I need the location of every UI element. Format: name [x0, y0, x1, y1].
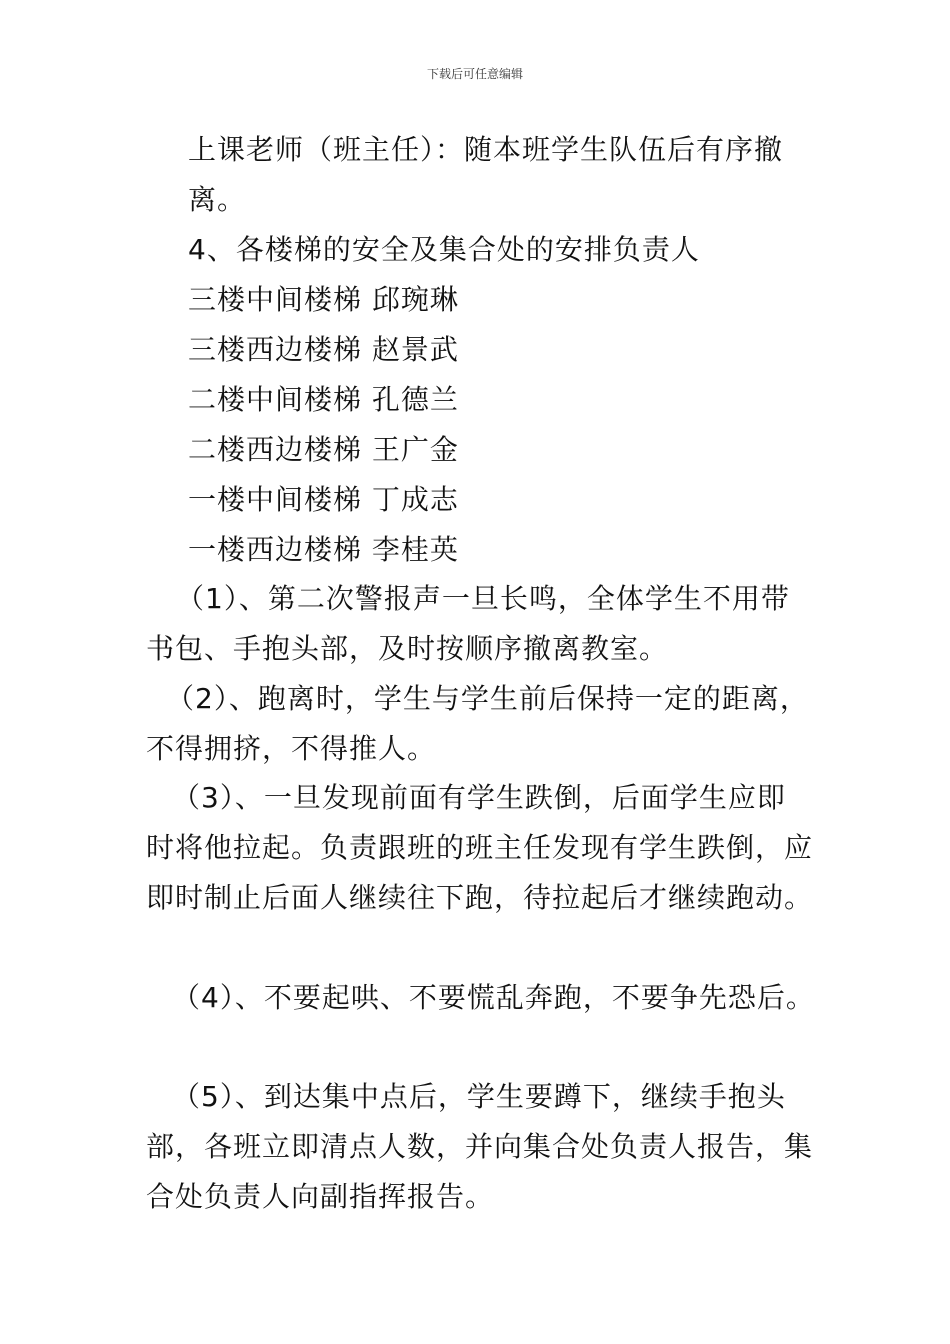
- rule-item-1-cont: 书包、手抱头部，及时按顺序撤离教室。: [146, 632, 669, 665]
- stair-assignment: 一楼西边楼梯 李桂英: [188, 533, 459, 566]
- rule-item-1: （1）、第二次警报声一旦长鸣，全体学生不用带: [176, 582, 790, 615]
- paragraph-line: 离。: [188, 183, 247, 216]
- rule-item-2: （2）、跑离时，学生与学生前后保持一定的距离，: [166, 682, 809, 715]
- stair-assignment: 三楼中间楼梯 邱琬琳: [188, 283, 459, 316]
- rule-item-3-cont: 时将他拉起。负责跟班的班主任发现有学生跌倒，应: [146, 831, 814, 864]
- rule-item-5-cont: 合处负责人向副指挥报告。: [146, 1180, 495, 1213]
- rule-item-5-cont: 部，各班立即清点人数，并向集合处负责人报告，集: [146, 1130, 814, 1163]
- rule-item-5: （5）、到达集中点后，学生要蹲下，继续手抱头: [172, 1080, 786, 1113]
- rule-item-3-cont: 即时制止后面人继续往下跑，待拉起后才继续跑动。: [146, 881, 814, 914]
- stair-assignment: 二楼中间楼梯 孔德兰: [188, 383, 459, 416]
- rule-item-3: （3）、一旦发现前面有学生跌倒，后面学生应即: [172, 781, 786, 814]
- stair-assignment: 一楼中间楼梯 丁成志: [188, 483, 459, 516]
- page-header: 下载后可任意编辑: [426, 67, 523, 81]
- paragraph-line: 上课老师（班主任）：随本班学生队伍后有序撤: [188, 133, 784, 166]
- rule-item-2-cont: 不得拥挤，不得推人。: [146, 732, 437, 765]
- section-heading: 4、各楼梯的安全及集合处的安排负责人: [188, 233, 700, 266]
- stair-assignment: 二楼西边楼梯 王广金: [188, 433, 459, 466]
- rule-item-4: （4）、不要起哄、不要慌乱奔跑，不要争先恐后。: [172, 981, 815, 1014]
- stair-assignment: 三楼西边楼梯 赵景武: [188, 333, 459, 366]
